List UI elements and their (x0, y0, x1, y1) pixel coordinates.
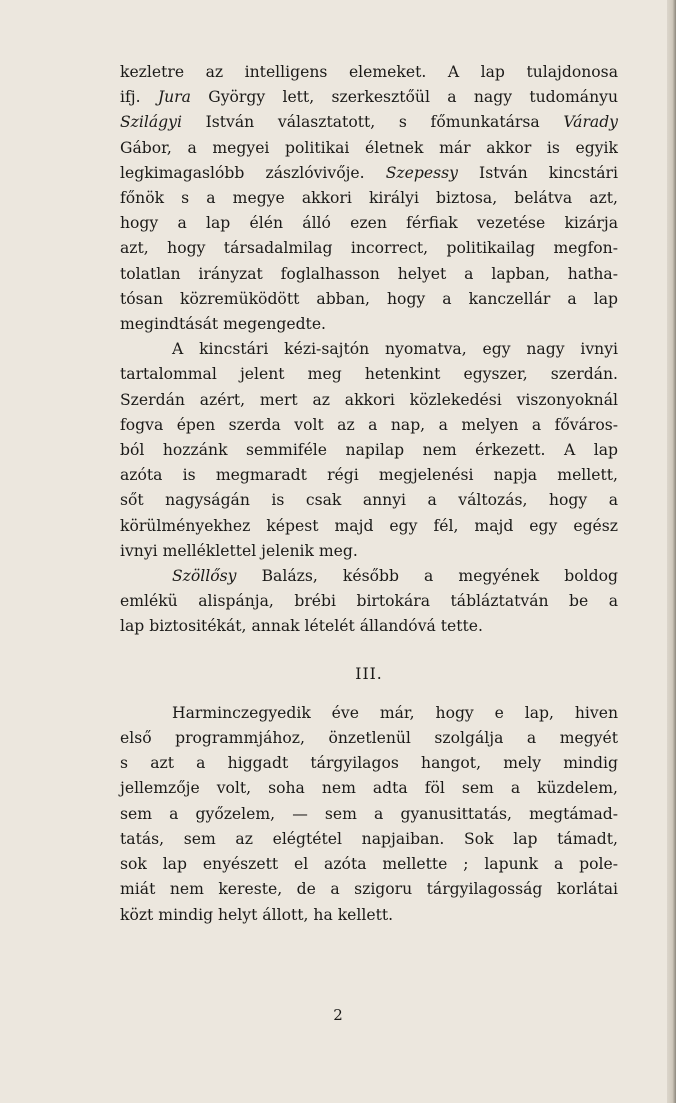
text-line: körülményekhez képest majd egy fél, majd egy egész (120, 516, 618, 535)
text-line: A kincstári kézi-sajtón nyomatva, egy nagy ivnyi (172, 340, 618, 359)
text-line: azt, hogy társadalmilag incorrect, politikailag megfon- (120, 239, 618, 258)
text-line: tartalommal jelent meg hetenkint egyszer, szerdán. (120, 365, 618, 384)
text-line: ifj. Jura György lett, szerkesztőül a nagy tudományu (120, 88, 618, 107)
text-line: tolatlan irányzat foglalhasson helyet a lapban, hatha- (120, 264, 618, 283)
text-line: jellemzője volt, soha nem adta föl sem a küzdelem, (120, 779, 618, 798)
text-line: Gábor, a megyei politikai életnek már akkor is egyik (120, 138, 618, 157)
paragraph (120, 701, 618, 928)
text-line: főnök s a megye akkori királyi biztosa, belátva azt, (120, 189, 618, 208)
paragraphs-after-heading (120, 701, 618, 928)
text-line: tatás, sem az elégtétel napjaiban. Sok lap támadt, (120, 829, 618, 848)
text-line: Harminczegyedik éve már, hogy e lap, hiven (172, 703, 618, 722)
text-line: s azt a higgadt tárgyilagos hangot, mely mindig (120, 754, 618, 773)
text-line: Szilágyi István választatott, s főmunkatársa Várady (120, 113, 618, 132)
text-line: fogva épen szerda volt az a nap, a melyen a főváros- (120, 415, 618, 434)
section-heading: III. (355, 664, 383, 683)
text-line: azóta is megmaradt régi megjelenési napja mellett, (120, 466, 618, 485)
text-line: megindtását megengedte. (120, 315, 327, 334)
text-line: első programmjához, önzetlenül szolgálja a megyét (120, 729, 618, 748)
text-line: Szöllősy Balázs, később a megyének boldog (172, 567, 618, 586)
text-line: miát nem kereste, de a szigoru tárgyilagosság korlátai (120, 880, 618, 899)
text-line: tósan közremüködött abban, hogy a kanczellár a lap (120, 289, 618, 308)
text-line: közt mindig helyt állott, ha kellett. (120, 905, 394, 924)
paragraph (120, 564, 618, 640)
text-line: ivnyi melléklettel jelenik meg. (120, 541, 358, 560)
paragraph (120, 337, 618, 564)
text-line: sem a győzelem, — sem a gyanusittatás, megtámad- (120, 804, 618, 823)
text-line: ból hozzánk semmiféle napilap nem érkezett. A lap (120, 441, 618, 460)
text-line: sok lap enyészett el azóta mellette ; lapunk a pole- (120, 855, 618, 874)
text-line: Szerdán azért, mert az akkori közlekedési viszonyoknál (120, 390, 618, 409)
text-line: sőt nagyságán is csak annyi a változás, hogy a (120, 491, 618, 510)
text-line: hogy a lap élén álló ezen férfiak vezetése kizárja (120, 214, 618, 233)
paragraph (120, 60, 618, 337)
text-line: lap biztositékát, annak lételét állandóvá tette. (120, 617, 483, 636)
page-number: 2 (333, 1006, 343, 1024)
paragraphs-before-heading (120, 60, 618, 640)
page-edge (667, 0, 676, 1103)
body-text (120, 60, 618, 928)
text-line: emlékü alispánja, brébi birtokára tábláztatván be a (120, 592, 618, 611)
text-line: legkimagaslóbb zászlóvivője. Szepessy István kincstári (120, 163, 618, 182)
text-line: kezletre az intelligens elemeket. A lap tulajdonosa (120, 63, 618, 81)
